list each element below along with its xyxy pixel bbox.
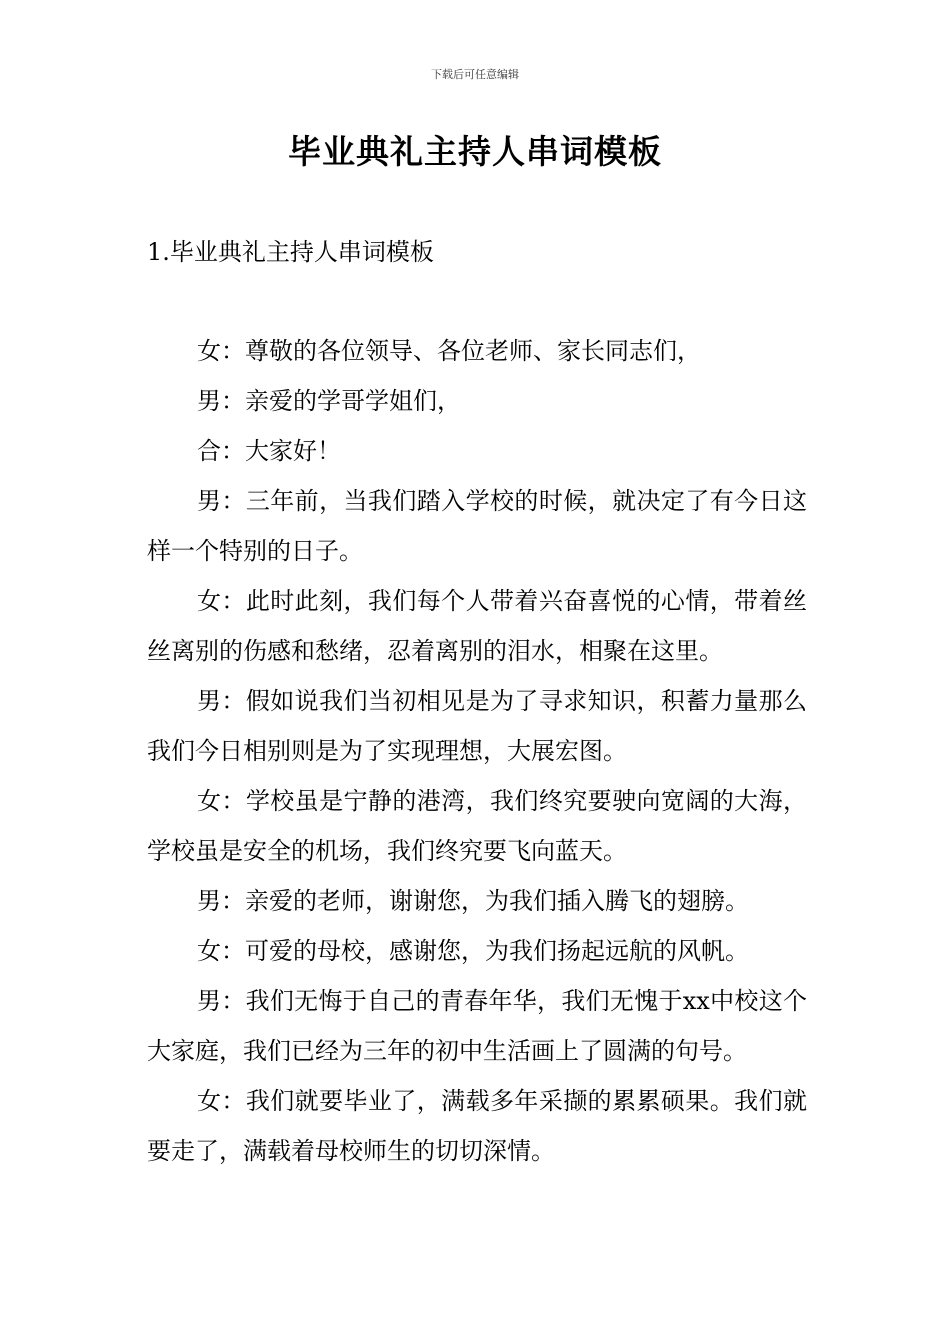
paragraph: 女：尊敬的各位领导、各位老师、家长同志们，	[197, 337, 701, 365]
paragraph: 女：此时此刻，我们每个人带着兴奋喜悦的心情，带着丝丝离别的伤感和愁绪，忍着离别的泪水，相聚在这里。	[147, 587, 807, 665]
paragraph: 男：我们无悔于自己的青春年华，我们无愧于xx中校这个大家庭，我们已经为三年的初中生活画上了圆满的句号。	[147, 987, 807, 1065]
header-note: 下载后可任意编辑	[431, 68, 519, 81]
paragraph: 女：我们就要毕业了，满载多年采撷的累累硕果。我们就要走了，满载着母校师生的切切深情。	[147, 1087, 807, 1165]
section-heading: 1.毕业典礼主持人串词模板	[147, 238, 434, 266]
paragraph: 男：亲爱的老师，谢谢您，为我们插入腾飞的翅膀。	[197, 887, 749, 915]
paragraph: 男：三年前，当我们踏入学校的时候，就决定了有今日这样一个特别的日子。	[147, 487, 807, 565]
paragraph: 男：假如说我们当初相见是为了寻求知识，积蓄力量那么我们今日相别则是为了实现理想，大展宏图。	[147, 687, 807, 765]
paragraph: 男：亲爱的学哥学姐们，	[197, 387, 461, 415]
paragraph: 女：学校虽是宁静的港湾，我们终究要驶向宽阔的大海，学校虽是安全的机场，我们终究要飞向蓝天。	[147, 787, 807, 865]
document-body	[147, 326, 807, 1176]
document-title: 毕业典礼主持人串词模板	[288, 132, 662, 171]
paragraph: 女：可爱的母校，感谢您，为我们扬起远航的风帆。	[197, 937, 749, 965]
paragraph: 合：大家好！	[197, 437, 341, 465]
